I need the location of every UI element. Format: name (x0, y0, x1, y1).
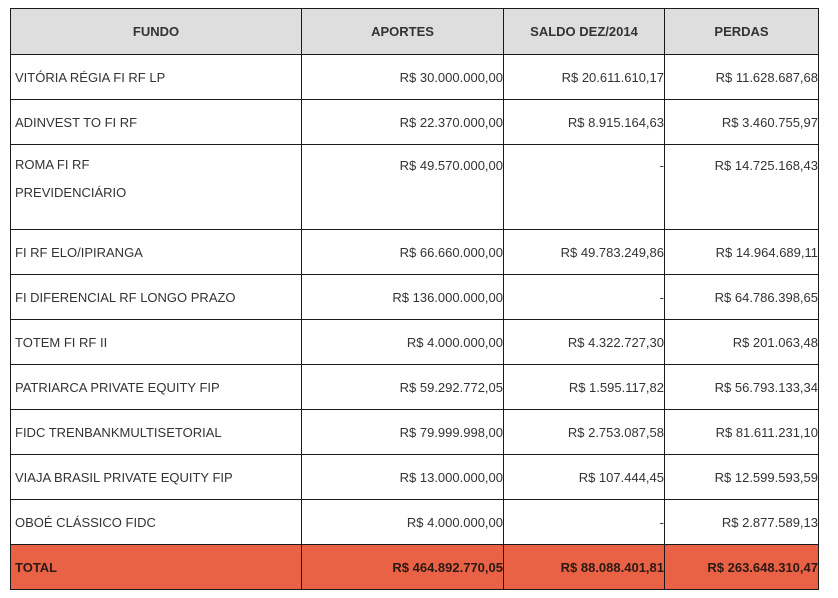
header-saldo: SALDO DEZ/2014 (504, 9, 665, 55)
fund-name (11, 145, 302, 230)
table-row (11, 410, 819, 455)
perdas-value: R$ 2.877.589,13 (665, 500, 819, 545)
table-row (11, 275, 819, 320)
table-row (11, 365, 819, 410)
saldo-value: R$ 49.783.249,86 (504, 230, 665, 275)
perdas-value: R$ 81.611.231,10 (665, 410, 819, 455)
saldo-value: - (504, 275, 665, 320)
table-row (11, 320, 819, 365)
aportes-value: R$ 4.000.000,00 (302, 500, 504, 545)
saldo-value: R$ 4.322.727,30 (504, 320, 665, 365)
saldo-value: R$ 107.444,45 (504, 455, 665, 500)
aportes-value: R$ 4.000.000,00 (302, 320, 504, 365)
table-row (11, 145, 819, 230)
perdas-value: R$ 14.725.168,43 (665, 145, 819, 230)
saldo-value: - (504, 145, 665, 230)
fund-name: VITÓRIA RÉGIA FI RF LP (11, 55, 302, 100)
aportes-value: R$ 59.292.772,05 (302, 365, 504, 410)
table-row (11, 455, 819, 500)
aportes-value: R$ 22.370.000,00 (302, 100, 504, 145)
fund-name: OBOÉ CLÁSSICO FIDC (11, 500, 302, 545)
aportes-value: R$ 79.999.998,00 (302, 410, 504, 455)
perdas-value: R$ 3.460.755,97 (665, 100, 819, 145)
fund-name: VIAJA BRASIL PRIVATE EQUITY FIP (11, 455, 302, 500)
saldo-value: R$ 20.611.610,17 (504, 55, 665, 100)
fund-name: PATRIARCA PRIVATE EQUITY FIP (11, 365, 302, 410)
aportes-value: R$ 13.000.000,00 (302, 455, 504, 500)
header-row (11, 9, 819, 55)
saldo-value: R$ 1.595.117,82 (504, 365, 665, 410)
fund-name: TOTEM FI RF II (11, 320, 302, 365)
fund-name: FIDC TRENBANKMULTISETORIAL (11, 410, 302, 455)
funds-table (10, 8, 819, 590)
aportes-value: R$ 66.660.000,00 (302, 230, 504, 275)
total-saldo: R$ 88.088.401,81 (504, 545, 665, 590)
header-fundo: FUNDO (11, 9, 302, 55)
fund-name: ADINVEST TO FI RF (11, 100, 302, 145)
perdas-value: R$ 56.793.133,34 (665, 365, 819, 410)
header-perdas: PERDAS (665, 9, 819, 55)
table-row (11, 55, 819, 100)
aportes-value: R$ 49.570.000,00 (302, 145, 504, 230)
fund-name-line-1: ROMA FI RF (15, 157, 90, 172)
saldo-value: - (504, 500, 665, 545)
header-aportes: APORTES (302, 9, 504, 55)
perdas-value: R$ 12.599.593,59 (665, 455, 819, 500)
total-perdas: R$ 263.648.310,47 (665, 545, 819, 590)
saldo-value: R$ 2.753.087,58 (504, 410, 665, 455)
fund-name: FI RF ELO/IPIRANGA (11, 230, 302, 275)
total-row (11, 545, 819, 590)
saldo-value: R$ 8.915.164,63 (504, 100, 665, 145)
perdas-value: R$ 11.628.687,68 (665, 55, 819, 100)
perdas-value: R$ 64.786.398,65 (665, 275, 819, 320)
total-label: TOTAL (11, 545, 302, 590)
fund-name-line-2: PREVIDENCIÁRIO (15, 185, 127, 200)
fund-name: FI DIFERENCIAL RF LONGO PRAZO (11, 275, 302, 320)
perdas-value: R$ 201.063,48 (665, 320, 819, 365)
table-row (11, 100, 819, 145)
table-row (11, 230, 819, 275)
aportes-value: R$ 30.000.000,00 (302, 55, 504, 100)
perdas-value: R$ 14.964.689,11 (665, 230, 819, 275)
aportes-value: R$ 136.000.000,00 (302, 275, 504, 320)
total-aportes: R$ 464.892.770,05 (302, 545, 504, 590)
table-row (11, 500, 819, 545)
